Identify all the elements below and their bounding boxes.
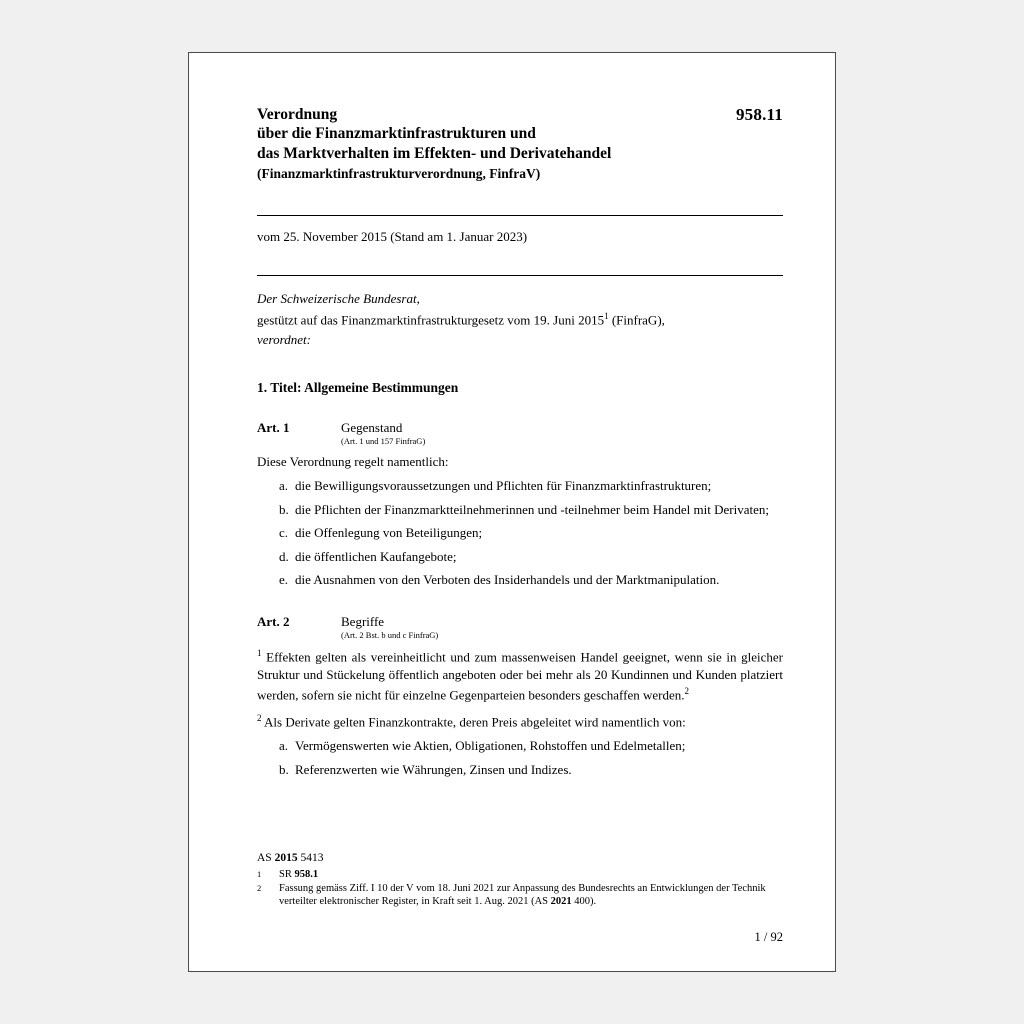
document-date-line: vom 25. November 2015 (Stand am 1. Januar 2023)	[257, 229, 528, 244]
article-1	[257, 420, 783, 590]
footnote-2-suffix: 400).	[571, 895, 597, 907]
footnote-1-prefix: SR	[279, 868, 295, 880]
title-line-3: das Marktverhalten im Effekten- und Derivatehandel	[257, 144, 612, 162]
as-bold: 2015	[274, 851, 298, 864]
footnote-1-bold: 958.1	[294, 868, 319, 880]
list-item	[257, 501, 783, 519]
document-short-title: (Finanzmarktinfrastrukturverordnung, FinfraV)	[257, 166, 541, 182]
list-item-text: die Bewilligungsvoraussetzungen und Pflichten für Finanzmarktinfrastrukturen;	[295, 478, 712, 494]
list-item	[257, 761, 783, 779]
article-2-title: Begriffe	[341, 613, 385, 629]
title-line-2: über die Finanzmarktinfrastrukturen und	[257, 125, 536, 143]
footnote-mark-2: 2	[257, 882, 262, 893]
article-2-paragraph-1	[257, 647, 783, 705]
paragraph-1-footnote-mark[interactable]: 2	[684, 685, 689, 696]
list-item-label: e.	[279, 572, 289, 588]
list-item	[257, 571, 783, 589]
list-item-label: c.	[279, 525, 289, 541]
preamble-basis-suffix: (FinfraG),	[608, 312, 665, 328]
title-line-1: Verordnung	[257, 106, 338, 123]
list-item-label: d.	[279, 548, 289, 564]
footnote-text-2	[279, 882, 783, 908]
article-1-list	[257, 477, 783, 589]
list-item-text: die öffentlichen Kaufangebote;	[295, 548, 457, 564]
article-1-title: Gegenstand	[341, 419, 403, 435]
section-title: 1. Titel: Allgemeine Bestimmungen	[257, 379, 459, 395]
footnote-entry-1	[257, 868, 783, 881]
as-prefix: AS	[257, 851, 275, 864]
footnotes	[257, 851, 783, 909]
paragraph-1-text: Effekten gelten als vereinheitlicht und zum massenweisen Handel geeignet, wenn sie in gleicher Struktur und Stückelung öffentlich angeboten oder bei mehr als 20 Kundinnen und Kunden platziert werden, sofern sie nicht für einzelne Gegenparteien besonders geschaffen werden.	[257, 648, 784, 703]
footnote-entry-2	[257, 882, 783, 908]
paragraph-2-text: Als Derivate gelten Finanzkontrakte, deren Preis abgeleitet wird namentlich von:	[264, 713, 686, 729]
list-item-text: Referenzwerten wie Währungen, Zinsen und Indizes.	[295, 761, 572, 777]
list-item-text: die Offenlegung von Beteiligungen;	[295, 525, 483, 541]
list-item-label: a.	[279, 478, 289, 494]
list-item	[257, 548, 783, 566]
article-2-reference: (Art. 2 Bst. b und c FinfraG)	[341, 629, 439, 640]
footnote-text-1	[279, 868, 783, 881]
paragraph-2-mark: 2	[257, 712, 262, 723]
as-suffix: 5413	[297, 851, 324, 864]
preamble-basis-prefix: gestützt auf das Finanzmarktinfrastrukturgesetz vom 19. Juni 2015	[257, 312, 605, 328]
preamble-verb: verordnet:	[257, 332, 311, 348]
article-2-list	[257, 737, 783, 779]
document-number: 958.11	[735, 105, 783, 124]
article-1-number: Art. 1	[257, 419, 290, 435]
list-item	[257, 477, 783, 495]
article-2-number: Art. 2	[257, 613, 290, 629]
list-item-text: die Ausnahmen von den Verboten des Insiderhandels und der Marktmanipulation.	[295, 572, 720, 588]
footnote-2-bold: 2021	[550, 895, 572, 907]
list-item-label: b.	[279, 501, 289, 517]
list-item	[257, 524, 783, 542]
preamble-authority: Der Schweizerische Bundesrat,	[257, 291, 420, 306]
paragraph-1-mark: 1	[257, 647, 262, 658]
article-1-reference: (Art. 1 und 157 FinfraG)	[341, 435, 426, 446]
list-item-label: b.	[279, 761, 289, 777]
list-item	[257, 737, 783, 755]
article-2	[257, 614, 783, 780]
preamble-basis-footnote-mark[interactable]: 1	[604, 310, 609, 321]
preamble	[257, 276, 783, 350]
article-1-lead: Diese Verordnung regelt namentlich:	[257, 453, 449, 469]
list-item-text: die Pflichten der Finanzmarktteilnehmerinnen und -teilnehmer beim Handel mit Derivaten;	[295, 501, 769, 517]
document-title	[257, 105, 727, 183]
preamble-basis	[257, 310, 783, 330]
article-2-paragraph-2	[257, 712, 783, 732]
page-number: 1 / 92	[754, 930, 783, 944]
list-item-label: a.	[279, 738, 289, 754]
list-item-text: Vermögenswerten wie Aktien, Obligationen, Rohstoffen und Edelmetallen;	[295, 738, 686, 754]
document-header	[257, 105, 783, 197]
footnote-2-prefix: Fassung gemäss Ziff. I 10 der V vom 18. Juni 2021 zur Anpassung des Bundesrechts an Entwicklungen der Technik verteilter elektronischer Register, in Kraft seit 1. Aug. 2021 (AS	[279, 882, 766, 907]
document-page	[188, 52, 836, 972]
footnote-as-line	[257, 851, 783, 866]
article-1-head	[257, 420, 783, 446]
footnote-mark-1: 1	[257, 868, 262, 879]
article-2-head	[257, 614, 783, 640]
